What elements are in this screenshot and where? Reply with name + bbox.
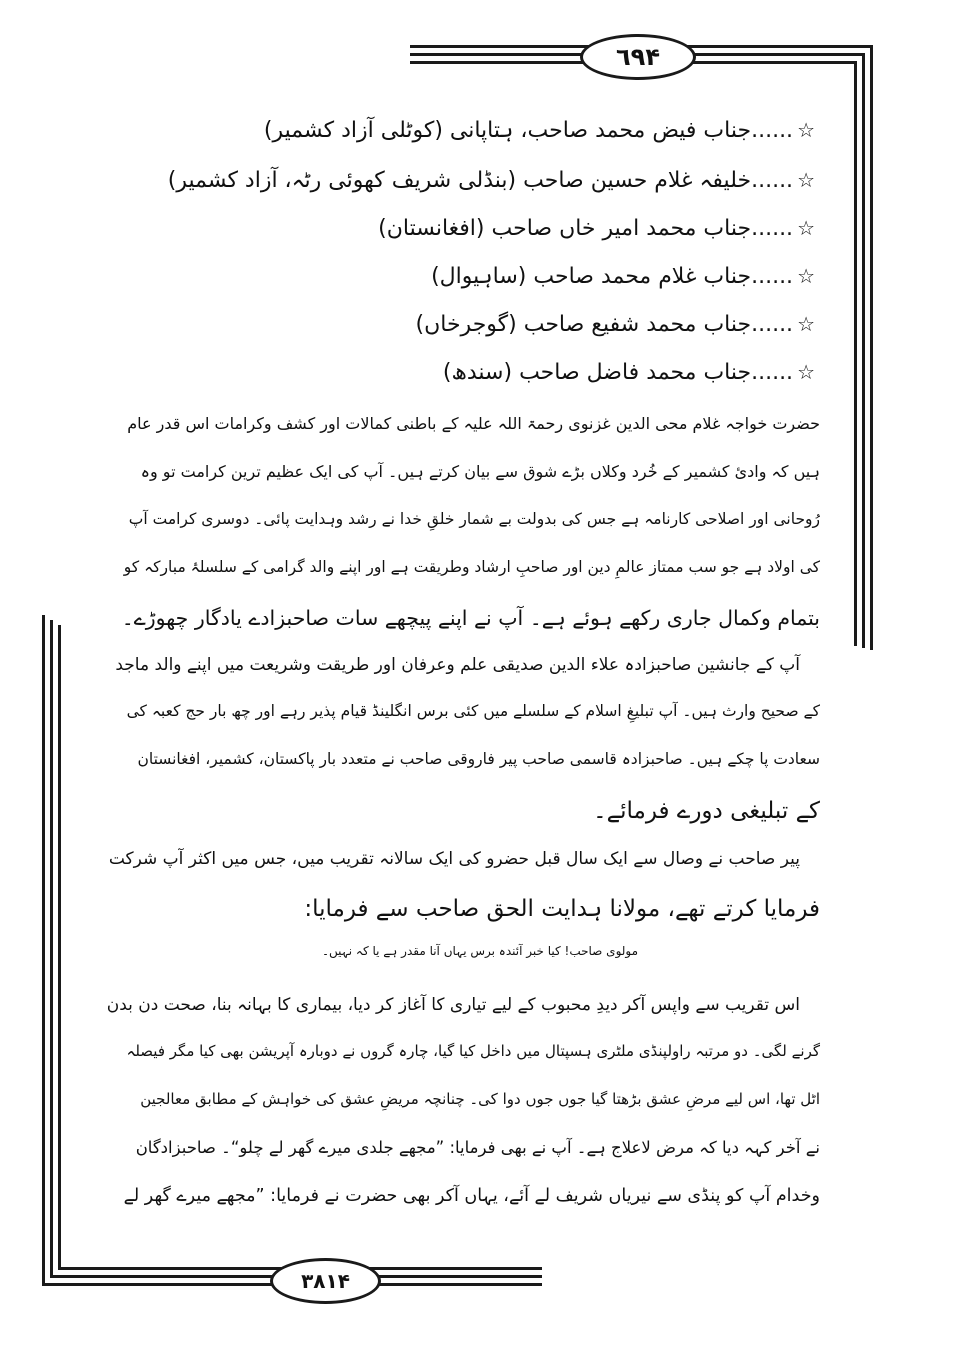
list-item [431,264,815,289]
text-line: کے صحیح وارث ہیں۔ آپ تبلیغِ اسلام کے سلسلے میں کئی برس انگلینڈ قیام پذیر رہے اور چھ بار حج کعبہ کی [126,702,820,720]
text-line: اٹل تھا، اس لیے مرضِ عشق بڑھتا گیا جوں جوں دوا کی۔ چنانچہ مریضِ عشق کی خواہش کے مطابق معالجین [140,1090,820,1108]
dots: ...... [751,216,794,241]
star-icon: ☆ [797,264,815,288]
list-item [168,168,815,193]
list-item-text: جناب غلام محمد صاحب (ساہیوال) [431,264,752,289]
list-item-text: جناب محمد فاضل صاحب (سندھ) [442,360,752,385]
list-item [264,118,815,143]
text-line: نے آخر کہہ دیا کہ مرض لاعلاج ہے۔ آپ نے بھی فرمایا: ”مجھے جلدی میرے گھر لے چلو“۔ صاحبزادگان [135,1138,820,1157]
text-line: پیر صاحب نے وصال سے ایک سال قبل حضرو کی ایک سالانہ تقریب میں، جس میں اکثر آپ شرکت [108,849,800,869]
footer-page-number: ٣٨١۴ [270,1258,381,1304]
text-line: وخدام آپ کو پنڈی سے نیریاں شریف لے آئے، یہاں آکر بھی حضرت نے فرمایا: ”مجھے میرے گھر لے [123,1186,820,1206]
list-item [416,312,815,337]
star-icon: ☆ [797,118,815,142]
dots: ...... [751,118,794,143]
dots: ...... [751,264,794,289]
star-icon: ☆ [797,168,815,192]
frame-right-line-2 [862,53,865,648]
star-icon: ☆ [797,216,815,240]
header-page-number: ٦٩۴ [580,34,696,80]
frame-right-line-3 [854,61,857,646]
text-line: رُوحانی اور اصلاحی کارنامہ ہے جس کی بدولت بے شمار خلقِ خدا نے رشد وہدایت پائی۔ دوسری کرامت آپ [128,510,820,528]
text-line: اس تقریب سے واپس آکر دیدِ محبوب کے لیے تیاری کا آغاز کر دیا، بیماری کا بہانہ بنا، صحت دن بدن [106,995,800,1015]
text-line: کے تبلیغی دورے فرمائے۔ [593,798,820,824]
frame-right-line-1 [870,45,873,650]
dots: ...... [751,312,794,337]
text-line: بتمام وکمال جاری رکھے ہوئے ہے۔ آپ نے اپنے پیچھے سات صاحبزادے یادگار چھوڑے۔ [121,606,820,630]
dots: ...... [751,360,794,385]
star-icon: ☆ [797,312,815,336]
text-line: ہیں کہ وادئ کشمیر کے خُرد وکلاں بڑے شوق سے بیان کرتے ہیں۔ آپ کی ایک عظیم ترین کرامت تو وہ [140,462,820,481]
list-item-text: جناب محمد شفیع صاحب (گوجرخاں) [415,312,752,337]
list-item-text: خلیفہ غلام حسین صاحب (بنڈلی شریف کھوئی رٹہ، آزاد کشمیر) [167,168,752,193]
dots: ...... [751,168,794,193]
text-line: سعادت پا چکے ہیں۔ صاحبزادہ قاسمی صاحب پیر فاروقی صاحب نے متعدد بار پاکستان، کشمیر، افغانستان [137,750,820,768]
text-line: حضرت خواجہ غلام محی الدین غزنوی رحمۃ اللہ علیہ کے باطنی کمالات اور کشف وکرامات اس قدر عام [127,414,820,433]
text-line: فرمایا کرتے تھے، مولانا ہدایت الحق صاحب سے فرمایا: [304,896,820,922]
star-icon: ☆ [797,360,815,384]
text-line: گرنے لگی۔ دو مرتبہ راولپنڈی ملٹری ہسپتال میں داخل کیا گیا، چارہ گروں نے دوبارہ آپریشن بھی کیا مگر فیصلہ [126,1042,820,1060]
list-item [443,360,815,385]
text-line: کی اولاد ہے جو سب ممتاز عالمِ دین اور صاحبِ ارشاد وطریقت ہے اور اپنے والد گرامی کے سلسلۂ مبارکہ کو [123,558,820,576]
list-item-text: جناب فیض محمد صاحب، ہتاپانی (کوٹلی آزاد کشمیر) [263,118,752,143]
text-line: آپ کے جانشین صاحبزادہ علاء الدین صدیقی علم وعرفان اور طریقت وشریعت میں اپنے والد ماجد [115,655,800,675]
list-item-text: جناب محمد امیر خاں صاحب (افغانستان) [378,216,752,241]
quote-line: مولوی صاحب! کیا خبر آئندہ برس یہاں آنا مقدر ہے یا کہ نہیں۔ [321,944,639,958]
list-item [378,216,815,241]
